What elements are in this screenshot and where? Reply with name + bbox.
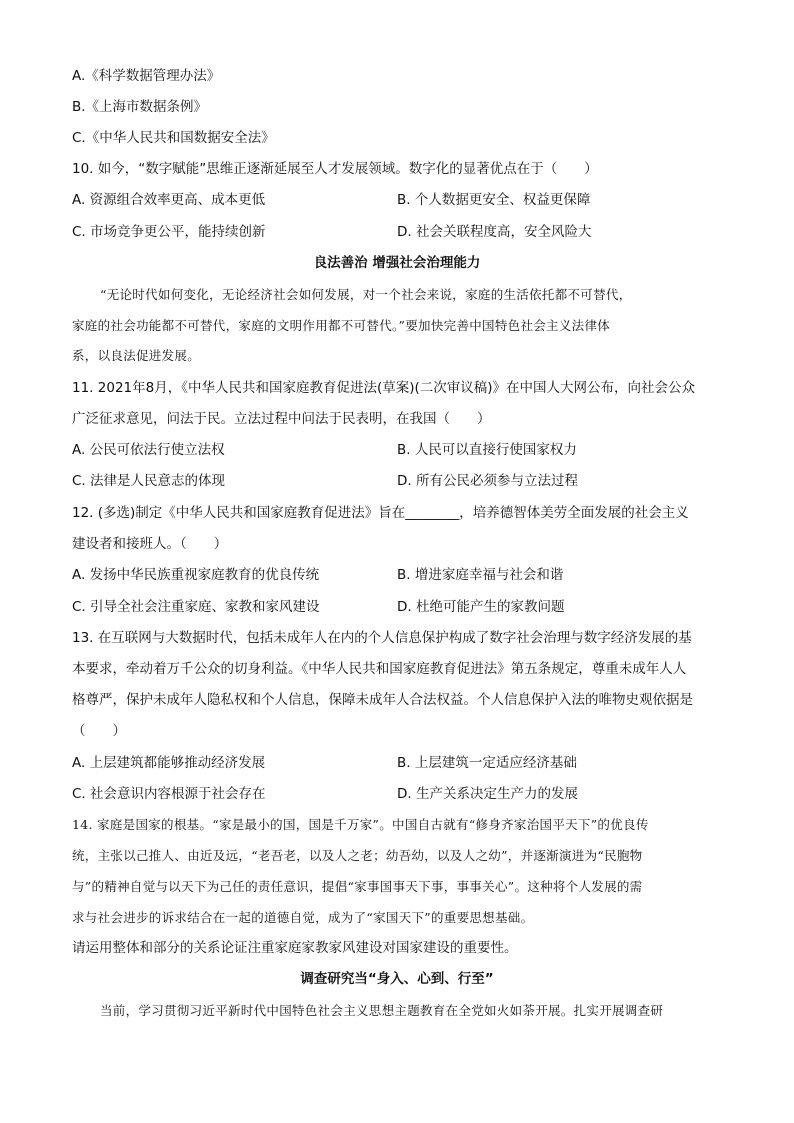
section-title-investigation: 调查研究当“身入、心到、行至” xyxy=(300,971,494,987)
material-paragraph-line-2: 家庭的社会功能都不可替代，家庭的文明作用都不可替代。”要加快完善中国特色社会主义法律体 xyxy=(72,318,611,333)
question-10-option-b: B. 个人数据更安全、权益更保障 xyxy=(397,192,591,208)
question-13-stem-line-1: 13. 在互联网与大数据时代，包括未成年人在内的个人信息保护构成了数字社会治理与数字经济发展的基 xyxy=(72,630,692,646)
material-paragraph-line-1: “无论时代如何变化，无论经济社会如何发展，对一个社会来说，家庭的生活依托都不可替代， xyxy=(100,287,632,302)
question-14-material-line-3: 与”的精神自觉与以天下为己任的责任意识，提倡“家事国事天下事，事事关心”。这种将个人发展的需 xyxy=(72,879,643,894)
question-14-task: 请运用整体和部分的关系论证注重家庭家教家风建设对国家建设的重要性。 xyxy=(72,940,518,956)
investigation-paragraph-line-1: 当前，学习贯彻习近平新时代中国特色社会主义思想主题教育在全党如火如荼开展。扎实开展调查研 xyxy=(100,1003,664,1018)
option-c-previous: C.《中华人民共和国数据安全法》 xyxy=(72,130,275,146)
question-13-stem-line-3: 格尊严，保护未成年人隐私权和个人信息，保障未成年人合法权益。个人信息保护入法的唯物史观依据是 xyxy=(72,692,693,708)
question-13-option-a: A. 上层建筑都能够推动经济发展 xyxy=(72,755,266,771)
question-14-material-line-2: 统，主张以己推人、由近及远，“老吾老，以及人之老；幼吾幼，以及人之幼”，并逐渐演进为“民胞物 xyxy=(72,848,643,863)
question-10-option-a: A. 资源组合效率更高、成本更低 xyxy=(72,192,266,208)
question-13-option-b: B. 上层建筑一定适应经济基础 xyxy=(397,755,577,771)
material-paragraph-line-3: 系，以良法促进发展。 xyxy=(72,348,201,363)
question-11-stem-line-2: 广泛征求意见，问法于民。立法过程中问法于民表明，在我国（ ） xyxy=(72,411,491,427)
question-11-option-c: C. 法律是人民意志的体现 xyxy=(72,473,226,489)
question-12-stem-line-1: 12. (多选)制定《中华人民共和国家庭教育促进法》旨在________，培养德智体美劳全面发展的社会主义 xyxy=(72,505,689,521)
question-11-option-b: B. 人民可以直接行使国家权力 xyxy=(397,442,577,458)
question-12-option-b: B. 增进家庭幸福与社会和谐 xyxy=(397,567,564,583)
question-12-option-a: A. 发扬中华民族重视家庭教育的优良传统 xyxy=(72,567,320,583)
question-13-option-d: D. 生产关系决定生产力的发展 xyxy=(397,786,578,802)
section-title-rule-of-law: 良法善治 增强社会治理能力 xyxy=(313,255,481,271)
question-10-stem: 10. 如今，“数字赋能”思维正逐渐延展至人才发展领域。数字化的显著优点在于（ ） xyxy=(72,161,598,177)
question-10-option-c: C. 市场竞争更公平，能持续创新 xyxy=(72,224,266,240)
option-a-previous: A.《科学数据管理办法》 xyxy=(72,68,221,84)
option-b-previous: B.《上海市数据条例》 xyxy=(72,99,208,115)
question-13-option-c: C. 社会意识内容根源于社会存在 xyxy=(72,786,266,802)
question-14-material-line-4: 求与社会进步的诉求结合在一起的道德自觉，成为了“家国天下”的重要思想基础。 xyxy=(72,910,534,925)
question-13-stem-line-4: （ ） xyxy=(72,723,126,739)
question-12-stem-line-2: 建设者和接班人。（ ） xyxy=(72,536,228,552)
question-14-material-line-1: 14. 家庭是国家的根基。“家是最小的国，国是千万家”。中国自古就有“修身齐家治国平天下”的优良传 xyxy=(72,817,649,832)
question-11-option-d: D. 所有公民必须参与立法过程 xyxy=(397,473,578,489)
question-12-option-c: C. 引导全社会注重家庭、家教和家风建设 xyxy=(72,599,320,615)
question-11-stem-line-1: 11. 2021年8月，《中华人民共和国家庭教育促进法(草案)(二次审议稿)》在中国人大网公布，向社会公众 xyxy=(72,380,696,396)
question-11-option-a: A. 公民可依法行使立法权 xyxy=(72,442,225,458)
question-13-stem-line-2: 本要求，牵动着万千公众的切身利益。《中华人民共和国家庭教育促进法》第五条规定，尊重未成年人人 xyxy=(72,661,687,677)
question-10-option-d: D. 社会关联程度高，安全风险大 xyxy=(397,224,592,240)
question-12-option-d: D. 杜绝可能产生的家教问题 xyxy=(397,599,565,615)
